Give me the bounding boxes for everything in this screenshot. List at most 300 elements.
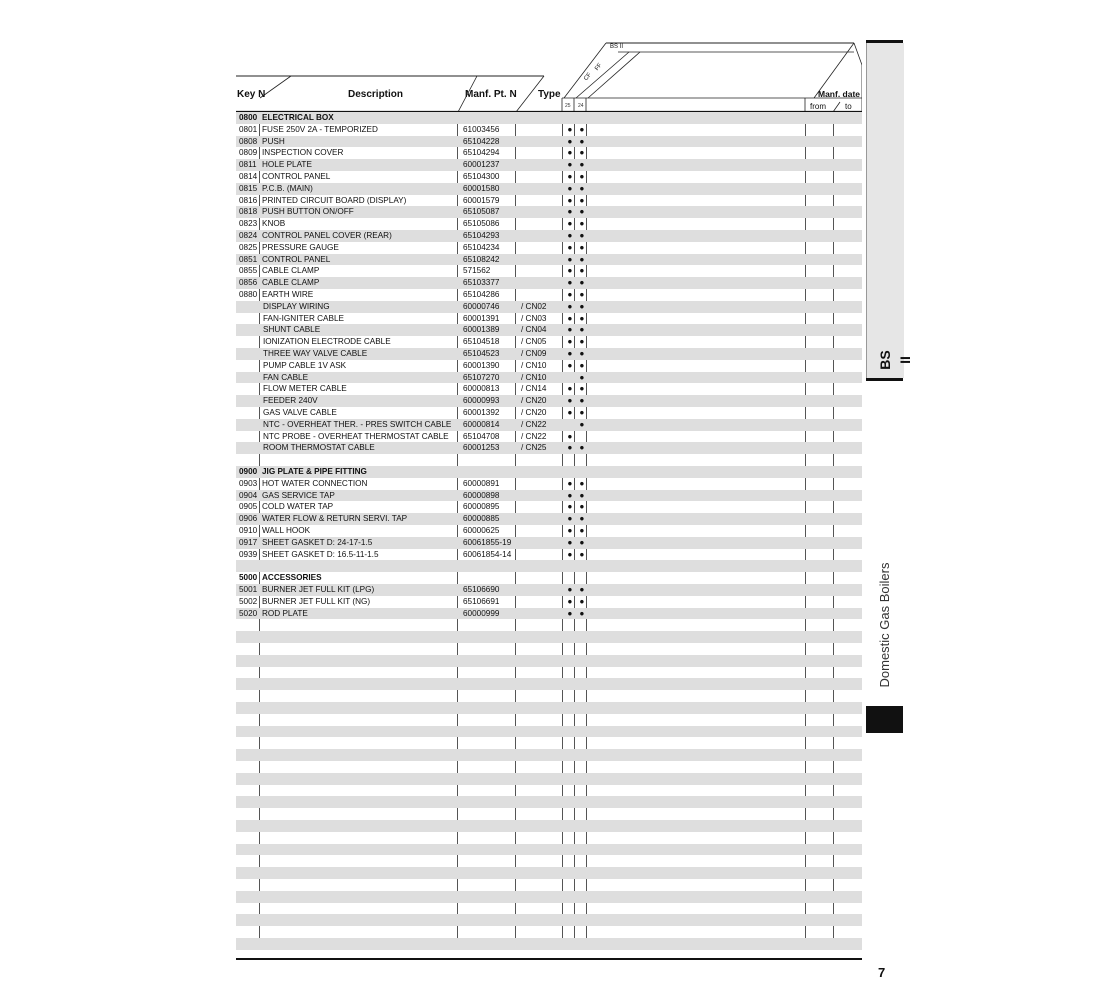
- key-cell: 0906: [239, 514, 258, 524]
- cf-mark: ●: [567, 124, 573, 134]
- type-cell: [521, 254, 566, 266]
- cf-mark: ●: [567, 160, 573, 170]
- key-cell: 0825: [239, 242, 258, 252]
- header-sub-ff: 24: [578, 103, 584, 109]
- cf-mark: [565, 454, 575, 466]
- ff-mark: ●: [579, 207, 585, 217]
- description-cell: HOLE PLATE: [262, 160, 312, 170]
- description-cell: BURNER JET FULL KIT (LPG): [262, 585, 375, 594]
- cf-mark: [565, 112, 575, 124]
- ff-mark: [577, 466, 587, 478]
- table-row: [236, 808, 862, 820]
- cf-mark: ●: [567, 443, 573, 453]
- table-row: [236, 301, 862, 313]
- description-cell: SHEET GASKET D: 16.5-11-1.5: [262, 549, 379, 559]
- ff-mark: ●: [579, 278, 585, 288]
- cf-mark: ●: [567, 478, 573, 488]
- description-cell: BURNER JET FULL KIT (NG): [262, 596, 371, 606]
- key-cell: [239, 301, 261, 313]
- table-row: [236, 655, 862, 667]
- description-cell: ROOM THERMOSTAT CABLE: [263, 443, 375, 453]
- table-row: [236, 336, 862, 348]
- table-row: [236, 124, 862, 136]
- type-cell: [521, 230, 566, 242]
- cf-mark: ●: [567, 207, 573, 217]
- part-number-cell: 60000895: [463, 502, 500, 512]
- table-row: [236, 407, 862, 419]
- header-manf-pt: Manf. Pt. N: [465, 89, 517, 100]
- cf-mark: ●: [567, 537, 573, 547]
- key-cell: 0800: [239, 113, 258, 122]
- table-row: [236, 820, 862, 832]
- description-cell: GAS VALVE CABLE: [263, 408, 337, 417]
- part-number-cell: 571562: [463, 266, 491, 276]
- part-number-cell: 65105086: [463, 219, 500, 229]
- type-cell: [521, 289, 566, 301]
- ff-mark: [577, 112, 587, 124]
- type-cell: / CN10: [521, 360, 547, 370]
- description-cell: INSPECTION COVER: [262, 148, 344, 158]
- key-cell: 0814: [239, 172, 258, 181]
- description-cell: WALL HOOK: [262, 526, 311, 535]
- description-cell: JIG PLATE & PIPE FITTING: [262, 467, 367, 476]
- ff-mark: ●: [579, 313, 585, 323]
- table-row: [236, 313, 862, 325]
- ff-mark: ●: [579, 136, 585, 146]
- description-cell: PUSH: [262, 136, 285, 146]
- cf-mark: ●: [567, 231, 573, 240]
- cf-mark: ●: [567, 384, 573, 394]
- header-sub-cf: 25: [565, 103, 571, 109]
- key-cell: 0905: [239, 502, 258, 512]
- table-row: [236, 560, 862, 572]
- cf-mark: ●: [567, 502, 573, 512]
- table-row: [236, 490, 862, 502]
- description-cell: ACCESSORIES: [262, 573, 322, 583]
- key-cell: 5001: [239, 585, 258, 594]
- header-to: to: [845, 102, 852, 111]
- table-row: [236, 431, 862, 443]
- part-number-cell: 65104518: [463, 337, 500, 347]
- part-number-cell: 60001389: [463, 325, 500, 335]
- table-row: [236, 796, 862, 808]
- ff-mark: ●: [579, 419, 585, 429]
- cf-mark: [565, 560, 575, 572]
- table-row: [236, 726, 862, 738]
- key-cell: 0811: [239, 160, 257, 170]
- table-row: [236, 572, 862, 584]
- header-model: BS II: [610, 44, 624, 50]
- cf-mark: ●: [567, 514, 573, 524]
- table-row: [236, 926, 862, 938]
- key-cell: 5002: [239, 596, 258, 606]
- description-cell: THREE WAY VALVE CABLE: [263, 349, 368, 358]
- type-cell: [521, 584, 566, 596]
- cf-mark: ●: [567, 526, 573, 535]
- ff-mark: ●: [579, 384, 585, 394]
- key-cell: [239, 395, 261, 407]
- type-cell: [521, 572, 566, 584]
- table-row: [236, 855, 862, 867]
- table-row: [236, 419, 862, 431]
- ff-mark: ●: [579, 596, 585, 606]
- part-number-cell: 65106690: [463, 585, 500, 594]
- description-cell: FAN-IGNITER CABLE: [263, 313, 344, 323]
- table-row: [236, 631, 862, 643]
- cf-mark: ●: [567, 254, 573, 264]
- key-cell: 0900: [239, 467, 258, 476]
- type-cell: / CN14: [521, 384, 547, 394]
- type-cell: / CN03: [521, 313, 547, 323]
- cf-mark: ●: [567, 349, 573, 358]
- ff-mark: ●: [579, 124, 585, 134]
- part-number-cell: 65104234: [463, 242, 500, 252]
- table-row: [236, 159, 862, 171]
- part-number-cell: 60000993: [463, 396, 500, 406]
- ff-mark: ●: [579, 608, 585, 618]
- part-number-cell: 65103377: [463, 278, 500, 288]
- part-number-cell: [463, 560, 519, 572]
- cf-mark: ●: [567, 219, 573, 229]
- ff-mark: [577, 560, 587, 572]
- table-header: [236, 40, 862, 112]
- key-cell: [239, 372, 261, 384]
- type-cell: [521, 513, 566, 525]
- ff-mark: [577, 572, 587, 584]
- key-cell: 0910: [239, 526, 258, 535]
- table-row: [236, 183, 862, 195]
- type-cell: [521, 136, 566, 148]
- cf-mark: ●: [567, 360, 573, 370]
- header-lines: [236, 40, 862, 112]
- part-number-cell: 65104286: [463, 290, 500, 299]
- bottom-rule: [236, 958, 862, 960]
- cf-mark: [565, 466, 575, 478]
- type-cell: [521, 147, 566, 159]
- table-row: [236, 501, 862, 513]
- key-cell: [239, 419, 261, 431]
- cf-mark: ●: [567, 172, 573, 181]
- table-row: [236, 112, 862, 124]
- table-row: [236, 136, 862, 148]
- cf-mark: ●: [567, 136, 573, 146]
- ff-mark: ●: [579, 372, 585, 382]
- type-cell: / CN25: [521, 443, 547, 453]
- side-tab-section-label: Domestic Gas Boilers: [877, 562, 892, 688]
- side-tab-bottom-rule: [866, 378, 903, 381]
- side-tab-marker: [866, 706, 903, 733]
- ff-mark: ●: [579, 172, 585, 181]
- part-number-cell: 65104708: [463, 431, 500, 441]
- table-row: [236, 372, 862, 384]
- type-cell: / CN05: [521, 337, 547, 347]
- type-cell: [521, 171, 566, 183]
- cf-mark: [565, 572, 575, 584]
- type-cell: [521, 537, 566, 549]
- key-cell: 0903: [239, 478, 258, 488]
- description-cell: NTC PROBE - OVERHEAT THERMOSTAT CABLE: [263, 431, 449, 441]
- ff-mark: ●: [579, 195, 585, 205]
- description-cell: ROD PLATE: [262, 608, 308, 618]
- cf-mark: ●: [567, 549, 573, 559]
- type-cell: / CN22: [521, 419, 547, 429]
- key-cell: 0815: [239, 183, 258, 193]
- description-cell: FUSE 250V 2A - TEMPORIZED: [262, 124, 378, 134]
- cf-mark: ●: [567, 148, 573, 158]
- cf-mark: ●: [567, 408, 573, 417]
- table-row: [236, 903, 862, 915]
- table-row: [236, 206, 862, 218]
- description-cell: [262, 454, 485, 466]
- key-cell: 0856: [239, 278, 258, 288]
- part-number-cell: 65104293: [463, 231, 500, 240]
- table-row: [236, 478, 862, 490]
- table-row: [236, 737, 862, 749]
- header-manf-date: Manf. date: [818, 89, 861, 99]
- table-row: [236, 749, 862, 761]
- ff-mark: ●: [579, 266, 585, 276]
- part-number-cell: 65104523: [463, 349, 500, 358]
- table-row: [236, 702, 862, 714]
- header-from: from: [810, 102, 826, 111]
- ff-mark: ●: [579, 360, 585, 370]
- part-number-cell: 65105087: [463, 207, 500, 217]
- description-cell: CABLE CLAMP: [262, 278, 320, 288]
- ff-mark: ●: [579, 502, 585, 512]
- description-cell: P.C.B. (MAIN): [262, 183, 313, 193]
- type-cell: / CN09: [521, 349, 547, 358]
- ff-mark: ●: [579, 160, 585, 170]
- cf-mark: ●: [567, 431, 573, 441]
- description-cell: IONIZATION ELECTRODE CABLE: [263, 337, 391, 347]
- ff-mark: ●: [579, 537, 585, 547]
- key-cell: 5020: [239, 608, 258, 618]
- ff-mark: ●: [579, 219, 585, 229]
- part-number-cell: 65104300: [463, 172, 500, 181]
- header-key: Key N: [237, 89, 266, 100]
- cf-mark: ●: [567, 266, 573, 276]
- key-cell: 0851: [239, 254, 258, 264]
- table-row: [236, 171, 862, 183]
- description-cell: CONTROL PANEL: [262, 172, 331, 181]
- table-row: [236, 667, 862, 679]
- ff-mark: ●: [579, 290, 585, 299]
- table-row: [236, 466, 862, 478]
- ff-mark: ●: [579, 396, 585, 406]
- part-number-cell: 65107270: [463, 372, 500, 382]
- description-cell: CONTROL PANEL COVER (REAR): [262, 231, 392, 240]
- type-cell: [521, 596, 566, 608]
- table-row: [236, 195, 862, 207]
- part-number-cell: 65104228: [463, 136, 500, 146]
- parts-table: [236, 112, 862, 948]
- table-row: [236, 844, 862, 856]
- type-cell: [521, 218, 566, 230]
- type-cell: [521, 478, 566, 490]
- part-number-cell: 65106691: [463, 596, 500, 606]
- part-number-cell: [463, 112, 519, 124]
- key-cell: 0801: [239, 124, 258, 134]
- header-ff: FF: [594, 62, 604, 72]
- ff-mark: ●: [579, 514, 585, 524]
- type-cell: / CN22: [521, 431, 547, 441]
- table-row: [236, 584, 862, 596]
- part-number-cell: [463, 466, 519, 478]
- ff-mark: ●: [579, 349, 585, 358]
- table-row: [236, 230, 862, 242]
- key-cell: [239, 383, 261, 395]
- description-cell: SHUNT CABLE: [263, 325, 321, 335]
- ff-mark: ●: [579, 478, 585, 488]
- type-cell: [521, 242, 566, 254]
- description-cell: COLD WATER TAP: [262, 502, 334, 512]
- key-cell: 0904: [239, 490, 258, 500]
- type-cell: [521, 124, 566, 136]
- part-number-cell: [463, 454, 519, 466]
- part-number-cell: 60000746: [463, 301, 500, 311]
- table-row: [236, 513, 862, 525]
- table-row: [236, 254, 862, 266]
- key-cell: 0880: [239, 290, 258, 299]
- table-row: [236, 678, 862, 690]
- type-cell: / CN04: [521, 325, 547, 335]
- table-row: [236, 383, 862, 395]
- side-tab-model-label: BS II: [877, 350, 913, 370]
- ff-mark: ●: [579, 148, 585, 158]
- table-row: [236, 537, 862, 549]
- key-cell: [239, 360, 261, 372]
- part-number-cell: 60000891: [463, 478, 500, 488]
- type-cell: [521, 466, 566, 478]
- table-row: [236, 785, 862, 797]
- description-cell: PUSH BUTTON ON/OFF: [262, 207, 354, 217]
- type-cell: / CN20: [521, 396, 547, 406]
- key-cell: 0816: [239, 195, 258, 205]
- table-row: [236, 619, 862, 631]
- cf-mark: [565, 419, 575, 431]
- part-number-cell: [463, 572, 519, 584]
- description-cell: FLOW METER CABLE: [263, 384, 347, 394]
- part-number-cell: 60001253: [463, 443, 500, 453]
- description-cell: SHEET GASKET D: 24-17-1.5: [262, 537, 373, 547]
- type-cell: [521, 608, 566, 620]
- description-cell: PRESSURE GAUGE: [262, 242, 339, 252]
- description-cell: DISPLAY WIRING: [263, 301, 330, 311]
- description-cell: HOT WATER CONNECTION: [262, 478, 368, 488]
- type-cell: [521, 183, 566, 195]
- part-number-cell: 60001391: [463, 313, 500, 323]
- ff-mark: ●: [579, 490, 585, 500]
- ff-mark: [577, 431, 587, 443]
- key-cell: [239, 313, 261, 325]
- description-cell: CABLE CLAMP: [262, 266, 320, 276]
- cf-mark: ●: [567, 608, 573, 618]
- table-row: [236, 289, 862, 301]
- part-number-cell: 60061855-19: [463, 537, 512, 547]
- description-cell: ELECTRICAL BOX: [262, 113, 334, 122]
- part-number-cell: 60000999: [463, 608, 500, 618]
- description-cell: GAS SERVICE TAP: [262, 490, 335, 500]
- part-number-cell: 65108242: [463, 254, 500, 264]
- type-cell: [521, 265, 566, 277]
- table-row: [236, 147, 862, 159]
- table-row: [236, 643, 862, 655]
- description-cell: CONTROL PANEL: [262, 254, 331, 264]
- cf-mark: ●: [567, 396, 573, 406]
- key-cell: 0823: [239, 219, 258, 229]
- key-cell: [239, 454, 261, 466]
- description-cell: KNOB: [262, 219, 286, 229]
- key-cell: 0855: [239, 266, 258, 276]
- ff-mark: [577, 454, 587, 466]
- key-cell: 0824: [239, 231, 258, 240]
- cf-mark: ●: [567, 325, 573, 335]
- ff-mark: ●: [579, 183, 585, 193]
- ff-mark: ●: [579, 231, 585, 240]
- cf-mark: ●: [567, 301, 573, 311]
- table-row: [236, 914, 862, 926]
- table-row: [236, 324, 862, 336]
- type-cell: [521, 112, 566, 124]
- table-row: [236, 867, 862, 879]
- key-cell: [239, 442, 261, 454]
- key-cell: [239, 560, 261, 572]
- cf-mark: ●: [567, 183, 573, 193]
- part-number-cell: 65104294: [463, 148, 500, 158]
- type-cell: / CN20: [521, 408, 547, 417]
- key-cell: [239, 431, 261, 443]
- ff-mark: ●: [579, 585, 585, 594]
- cf-mark: ●: [567, 242, 573, 252]
- type-cell: / CN10: [521, 372, 547, 382]
- key-cell: 5000: [239, 573, 258, 583]
- table-row: [236, 395, 862, 407]
- cf-mark: ●: [567, 490, 573, 500]
- part-number-cell: 60001390: [463, 360, 500, 370]
- table-row: [236, 773, 862, 785]
- table-row: [236, 277, 862, 289]
- ff-mark: ●: [579, 254, 585, 264]
- description-cell: [262, 560, 485, 572]
- table-row: [236, 832, 862, 844]
- table-row: [236, 242, 862, 254]
- cf-mark: ●: [567, 290, 573, 299]
- cf-mark: ●: [567, 596, 573, 606]
- cf-mark: ●: [567, 585, 573, 594]
- key-cell: 0939: [239, 549, 258, 559]
- cf-mark: ●: [567, 313, 573, 323]
- type-cell: [521, 454, 566, 466]
- table-row: [236, 454, 862, 466]
- table-row: [236, 761, 862, 773]
- description-cell: NTC - OVERHEAT THER. - PRES SWITCH CABLE: [263, 419, 452, 429]
- key-cell: 0917: [239, 537, 258, 547]
- type-cell: / CN02: [521, 301, 547, 311]
- type-cell: [521, 549, 566, 561]
- table-row: [236, 360, 862, 372]
- part-number-cell: 60000625: [463, 526, 500, 535]
- type-cell: [521, 159, 566, 171]
- description-cell: PUMP CABLE 1V ASK: [263, 360, 347, 370]
- key-cell: 0818: [239, 207, 258, 217]
- description-cell: PRINTED CIRCUIT BOARD (DISPLAY): [262, 195, 407, 205]
- table-row: [236, 442, 862, 454]
- description-cell: WATER FLOW & RETURN SERVI. TAP: [262, 514, 408, 524]
- type-cell: [521, 501, 566, 513]
- ff-mark: ●: [579, 443, 585, 453]
- part-number-cell: 60001392: [463, 408, 500, 417]
- key-cell: [239, 348, 261, 360]
